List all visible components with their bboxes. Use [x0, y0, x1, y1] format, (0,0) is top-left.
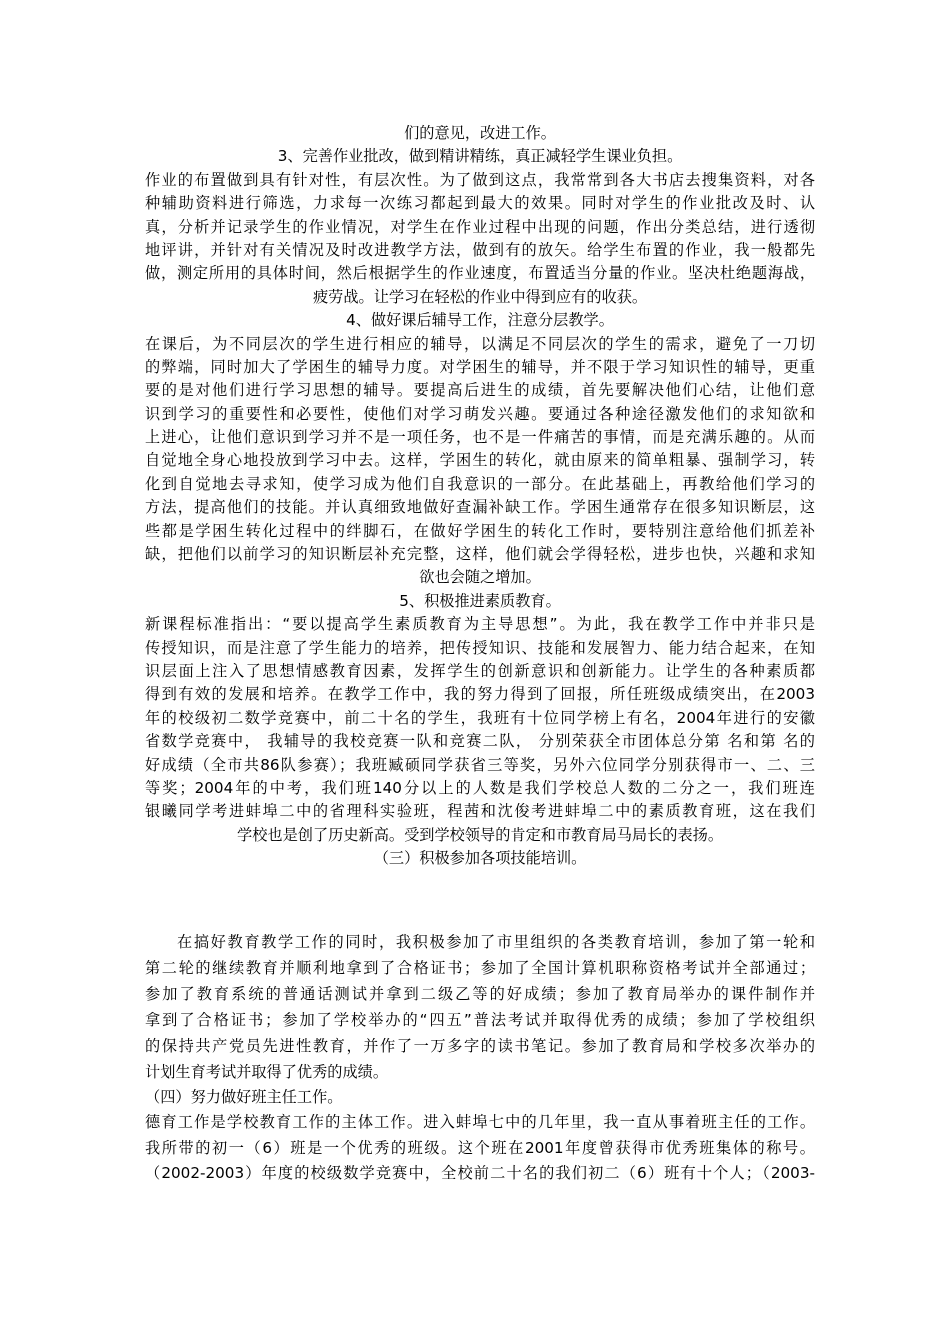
text-line: 拿到了合格证书；参加了学校举办的“四五”普法考试并取得优秀的成绩；参加了学校组织	[145, 1010, 815, 1029]
text-line: 学校也是创了历史新高。受到学校领导的肯定和市教育局马局长的表扬。	[237, 825, 723, 844]
blank-gap	[145, 871, 815, 929]
text-line: 计划生育考试并取得了优秀的成绩。	[145, 1062, 388, 1081]
text-line: 第二轮的继续教育并顺利地拿到了合格证书；参加了全国计算机职称资格考试并全部通过；	[145, 958, 815, 977]
text-line: 疲劳战。让学习在轻松的作业中得到应有的收获。	[312, 287, 648, 306]
text-line: （四）努力做好班主任工作。	[145, 1087, 343, 1106]
text-line: 新课程标准指出：“要以提高学生素质教育为主导思想”。为此，我在教学工作中并非只是	[145, 615, 815, 634]
text-line: 的保持共产党员先进性教育，并作了一万多字的读书笔记。参加了教育局和学校多次举办的	[145, 1036, 815, 1055]
text-line: 传授知识，而是注意了学生能力的培养，把传授知识、技能和发展智力、能力结合起来，在知	[145, 638, 815, 657]
text-line: 银曦同学考进蚌埠二中的省理科实验班，程茜和沈俊考进蚌埠二中的素质教育班，这在我们	[145, 802, 815, 821]
text-line: 年的校级初二数学竞赛中，前二十名的学生，我班有十位同学榜上有名，2004年进行的安徽	[145, 708, 815, 727]
text-line: 欲也会随之增加。	[419, 568, 541, 587]
text-line: （三）积极参加各项技能培训。	[373, 849, 587, 868]
text-line: （2002-2003）年度的校级数学竞赛中，全校前二十名的我们初二（6）班有十个人；（2003-	[145, 1164, 815, 1183]
text-line: 要的是对他们进行学习思想的辅导。要提高后进生的成绩，首先要解决他们心结，让他们意	[145, 381, 815, 400]
section-class-teacher	[145, 1085, 815, 1187]
text-line: 我所带的初一（6）班是一个优秀的班级。这个班在2001年度曾获得市优秀班集体的称号。	[145, 1138, 815, 1157]
text-line: 在搞好教育教学工作的同时，我积极参加了市里组织的各类教育培训，参加了第一轮和	[177, 932, 815, 951]
text-line: 4、做好课后辅导工作，注意分层教学。	[346, 311, 614, 330]
text-line: 缺，把他们以前学习的知识断层补充完整，这样，他们就会学得轻松，进步也快，兴趣和求知	[145, 545, 815, 564]
text-line: 5、积极推进素质教育。	[399, 591, 561, 610]
text-line: 方法，提高他们的技能。并认真细致地做好查漏补缺工作。学困生通常存在很多知识断层，这	[145, 498, 815, 517]
text-line: 种辅助资料进行筛选，力求每一次练习都起到最大的效果。同时对学生的作业批改及时、认	[145, 194, 815, 213]
text-line: 参加了教育系统的普通话测试并拿到二级乙等的好成绩；参加了教育局举办的课件制作并	[145, 984, 815, 1003]
text-line: 得到有效的发展和培养。在教学工作中，我的努力得到了回报，所任班级成绩突出，在2003	[145, 685, 815, 704]
text-line: 些都是学困生转化过程中的绊脚石，在做好学困生的转化工作时，要特别注意给他们抓差补	[145, 521, 815, 540]
section-homework-tutoring-quality	[145, 122, 815, 871]
text-line: 省数学竞赛中， 我辅导的我校竞赛一队和竞赛二队， 分别荣获全市团体总分第 名和第 名的	[145, 732, 815, 751]
text-line: 作业的布置做到具有针对性，有层次性。为了做到这点，我常常到各大书店去搜集资料，对各	[145, 170, 815, 189]
text-line: 做，测定所用的具体时间，然后根据学生的作业速度，布置适当分量的作业。坚决杜绝题海战，	[145, 264, 815, 283]
text-line: 等奖；2004年的中考，我们班140分以上的人数是我们学校总人数的二分之一，我们班连	[145, 778, 815, 797]
text-line: 在课后，为不同层次的学生进行相应的辅导，以满足不同层次的学生的需求，避免了一刀切	[145, 334, 815, 353]
text-line: 自觉地全身心地投放到学习中去。这样，学困生的转化，就由原来的简单粗暴、强制学习，转	[145, 451, 815, 470]
text-line: 识层面上注入了思想情感教育因素，发挥学生的创新意识和创新能力。让学生的各种素质都	[145, 661, 815, 680]
text-line: 们的意见，改进工作。	[404, 124, 556, 142]
text-line: 的弊端，同时加大了学困生的辅导力度。对学困生的辅导，并不限于学习知识性的辅导，更重	[145, 357, 815, 376]
text-line: 3、完善作业批改，做到精讲精练，真正减轻学生课业负担。	[277, 147, 683, 166]
section-skill-training	[145, 929, 815, 1085]
text-line: 地评讲，并针对有关情况及时改进教学方法，做到有的放矢。给学生布置的作业，我一般都先	[145, 240, 815, 259]
text-line: 真，分析并记录学生的作业情况，对学生在作业过程中出现的问题，作出分类总结，进行透彻	[145, 217, 815, 236]
text-line: 德育工作是学校教育工作的主体工作。进入蚌埠七中的几年里，我一直从事着班主任的工作。	[145, 1113, 815, 1132]
text-line: 好成绩（全市共86队参赛）；我班臧硕同学获省三等奖，另外六位同学分别获得市一、二、三	[145, 755, 815, 774]
text-line: 识到学习的重要性和必要性，使他们对学习萌发兴趣。要通过各种途径激发他们的求知欲和	[145, 404, 815, 423]
text-line: 上进心，让他们意识到学习并不是一项任务，也不是一件痛苦的事情，而是充满乐趣的。从而	[145, 428, 815, 447]
text-line: 化到自觉地去寻求知，使学习成为他们自我意识的一部分。在此基础上，再教给他们学习的	[145, 474, 815, 493]
document-page	[145, 122, 815, 1187]
